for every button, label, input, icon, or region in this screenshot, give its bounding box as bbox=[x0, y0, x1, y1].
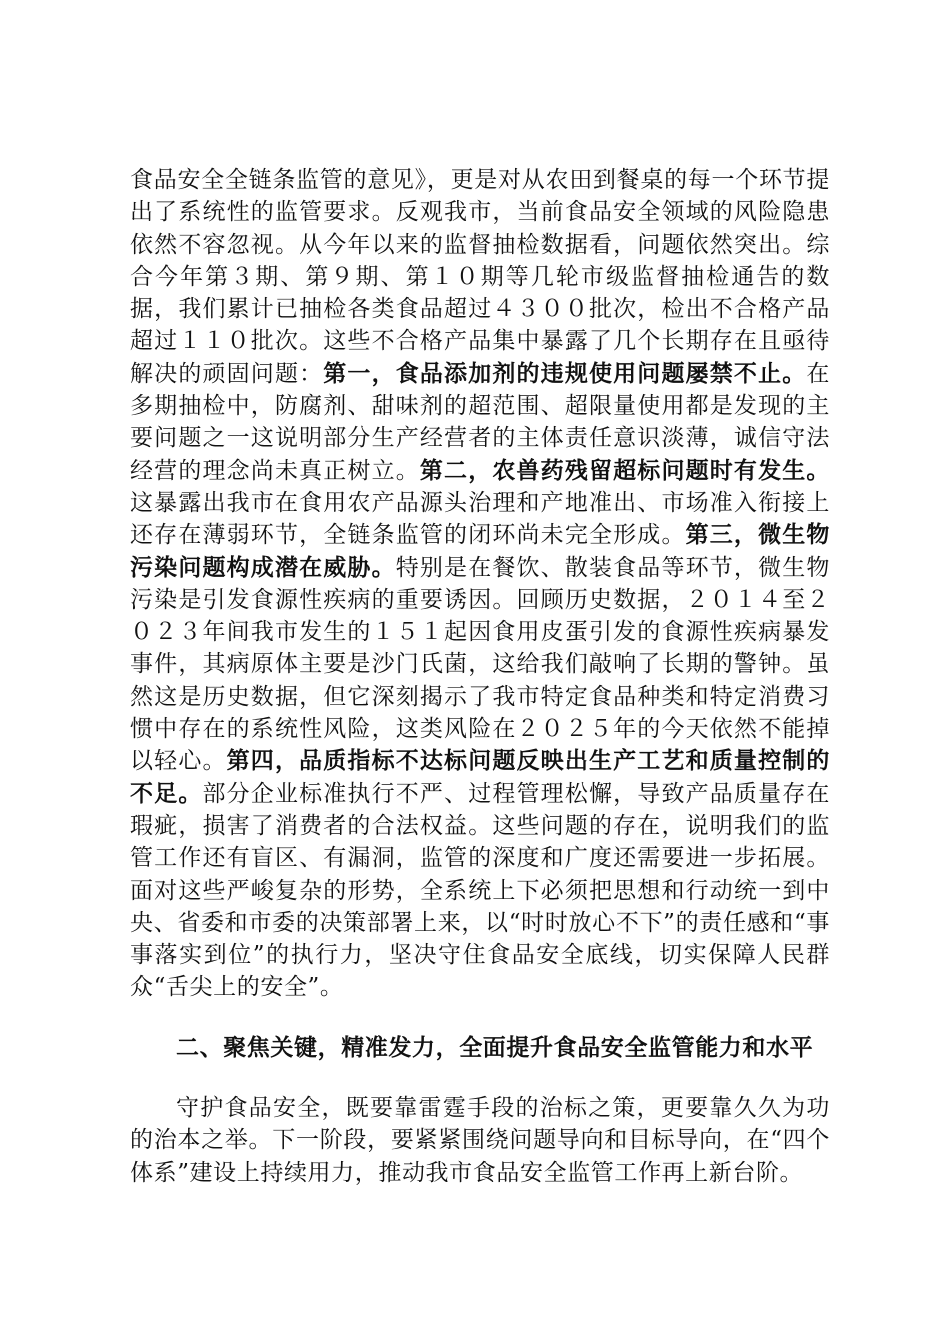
text-run: 特别是在餐饮、散装食品等环节，微生物污染是引发食源性疾病的重要诱因。回顾历史数据，２０１４至２０２３年间我市发生的１５１起因食用皮蛋引发的食源性疾病暴发事件，其病原体主要是沙门氏菌，这给我们敲响了长期的警钟。虽然这是历史数据，但它深刻揭示了我市特定食品种类和特定消费习惯中存在的系统性风险，这类风险在２０２５年的今天依然不能掉以轻心。 bbox=[130, 554, 830, 775]
bold-point-second: 第二，农兽药残留超标问题时有发生。 bbox=[419, 456, 831, 484]
bold-point-fourth: 第四，品质指标不达标问题反映出生产工艺和质量控制的不足。 bbox=[130, 747, 831, 807]
text-run: 这暴露出我市在食用农产品源头治理和产地准出、市场准入衔接上还存在薄弱环节，全链条监管的闭环尚未完全形成。 bbox=[130, 489, 830, 549]
bold-point-first: 第一，食品添加剂的违规使用问题屡禁不止。 bbox=[323, 359, 807, 387]
document-body bbox=[130, 164, 830, 1189]
bold-point-third: 第三，微生物污染问题构成潜在威胁。 bbox=[130, 521, 830, 581]
section-heading: 二、聚焦关键，精准发力，全面提升食品安全监管能力和水平 bbox=[176, 1033, 814, 1061]
text-run: 部分企业标准执行不严、过程管理松懈，导致产品质量存在瑕疵，损害了消费者的合法权益。这些问题的存在，说明我们的监管工作还有盲区、有漏洞，监管的深度和广度还需要进一步拓展。面对这些严峻复杂的形势，全系统上下必须把思想和行动统一到中央、省委和市委的决策部署上来，以“时时放心不下”的责任感和“事事落实到位”的执行力，坚决守住食品安全底线，切实保障人民群众“舌尖上的安全”。 bbox=[130, 780, 830, 1001]
text-run: 食品安全全链条监管的意见》，更是对从农田到餐桌的每一个环节提出了系统性的监管要求。反观我市，当前食品安全领域的风险隐患依然不容忽视。从今年以来的监督抽检数据看，问题依然突出。综合今年第３期、第９期、第１０期等几轮市级监督抽检通告的数据，我们累计已抽检各类食品超过４３００批次，检出不合格产品超过１１０批次。这些不合格产品集中暴露了几个长期存在且亟待解决的顽固问题： bbox=[130, 167, 830, 387]
paragraph-food-safety-issues bbox=[130, 164, 830, 1004]
text-run: 在多期抽检中，防腐剂、甜味剂的超范围、超限量使用都是发现的主要问题之一这说明部分生产经营者的主体责任意识淡薄，诚信守法经营的理念尚未真正树立。 bbox=[130, 360, 831, 484]
paragraph-next-steps: 守护食品安全，既要靠雷霆手段的治标之策，更要靠久久为功的治本之举。下一阶段，要紧紧围绕问题导向和目标导向，在“四个体系”建设上持续用力，推动我市食品安全监管工作再上新台阶。 bbox=[130, 1095, 830, 1186]
